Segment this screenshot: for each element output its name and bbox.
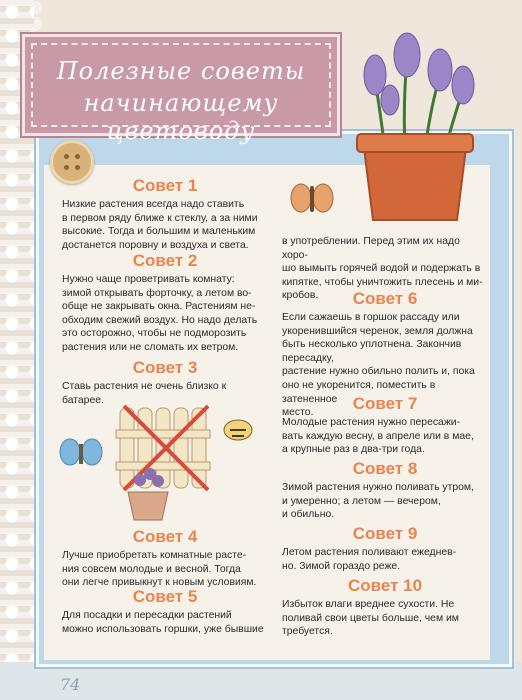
radiator-illustration [58,400,268,525]
tip-5-continued-text: в употреблении. Перед этим их надо хоро- шо вымыть горячей водой и подержать в кипятке, чтобы уничтожить плесень и ми- кробов. [282,236,483,302]
tip-1-heading: Совет 1 [132,176,198,195]
page-number: 74 [60,675,81,694]
tip-3-heading: Совет 3 [132,358,198,377]
tip-9-heading: Совет 9 [352,524,418,543]
tip-8-heading: Совет 8 [352,459,418,478]
tip-4-heading: Совет 4 [132,527,198,546]
title-line-1: Полезные советы [56,57,306,85]
crocus-pot-icon [345,30,485,230]
title-banner [22,34,340,145]
tip-3-text: Ставь растения не очень близко к батарее. [62,381,227,406]
tip-5-text: Для посадки и пересадки растений можно использовать горшки, уже бывшие [62,610,264,635]
tip-2-text: Нужно чаще проветривать комнату: зимой открывать форточку, а летом во- обще не закрывать окна. Растениям не- обходим свежий воздух. Но надо делать это осторожно, чтобы не подморозить растения или не сломать их ветром. [62,274,258,353]
tip-2-heading: Совет 2 [132,251,198,270]
tip-5-heading: Совет 5 [132,587,198,606]
butterfly-icon [290,178,334,218]
tip-7-heading: Совет 7 [352,394,418,413]
tip-6-heading: Совет 6 [352,289,418,308]
tip-1-text: Низкие растения всегда надо ставить в первом ряду ближе к стеклу, а за ними высокие. Тогда и большим и маленьким достанется поровну и воздуха и света. [62,199,258,251]
title-line-2: начинающему цветоводу [83,89,279,145]
tip-4-text: Лучше приобретать комнатные расте- ния совсем молодые и весной. Тогда они легче привыкнут к новым условиям. [62,550,257,589]
tip-7-text: Молодые растения нужно пересажи- вать каждую весну, в апреле или в мае, а крупные раз в два-три года. [282,417,474,456]
tip-10-heading: Совет 10 [347,576,423,595]
tip-6-text: Если сажаешь в горшок рассаду или укоренившийся черенок, земля должна быть несколько уплотнена. Закончив пересадку, растение нужно обильно полить и, пока оно не укоренится, поместить в затененное место. [282,312,475,419]
tip-9-text: Летом растения поливают ежеднев- но. Зимой гораздо реже. [282,547,457,572]
tip-8-text: Зимой растения нужно поливать утром, и умеренно; а летом — вечером, и обильно. [282,482,474,521]
tip-10-text: Избыток влаги вреднее сухости. Не поливай свои цветы больше, чем им требуется. [282,599,459,638]
